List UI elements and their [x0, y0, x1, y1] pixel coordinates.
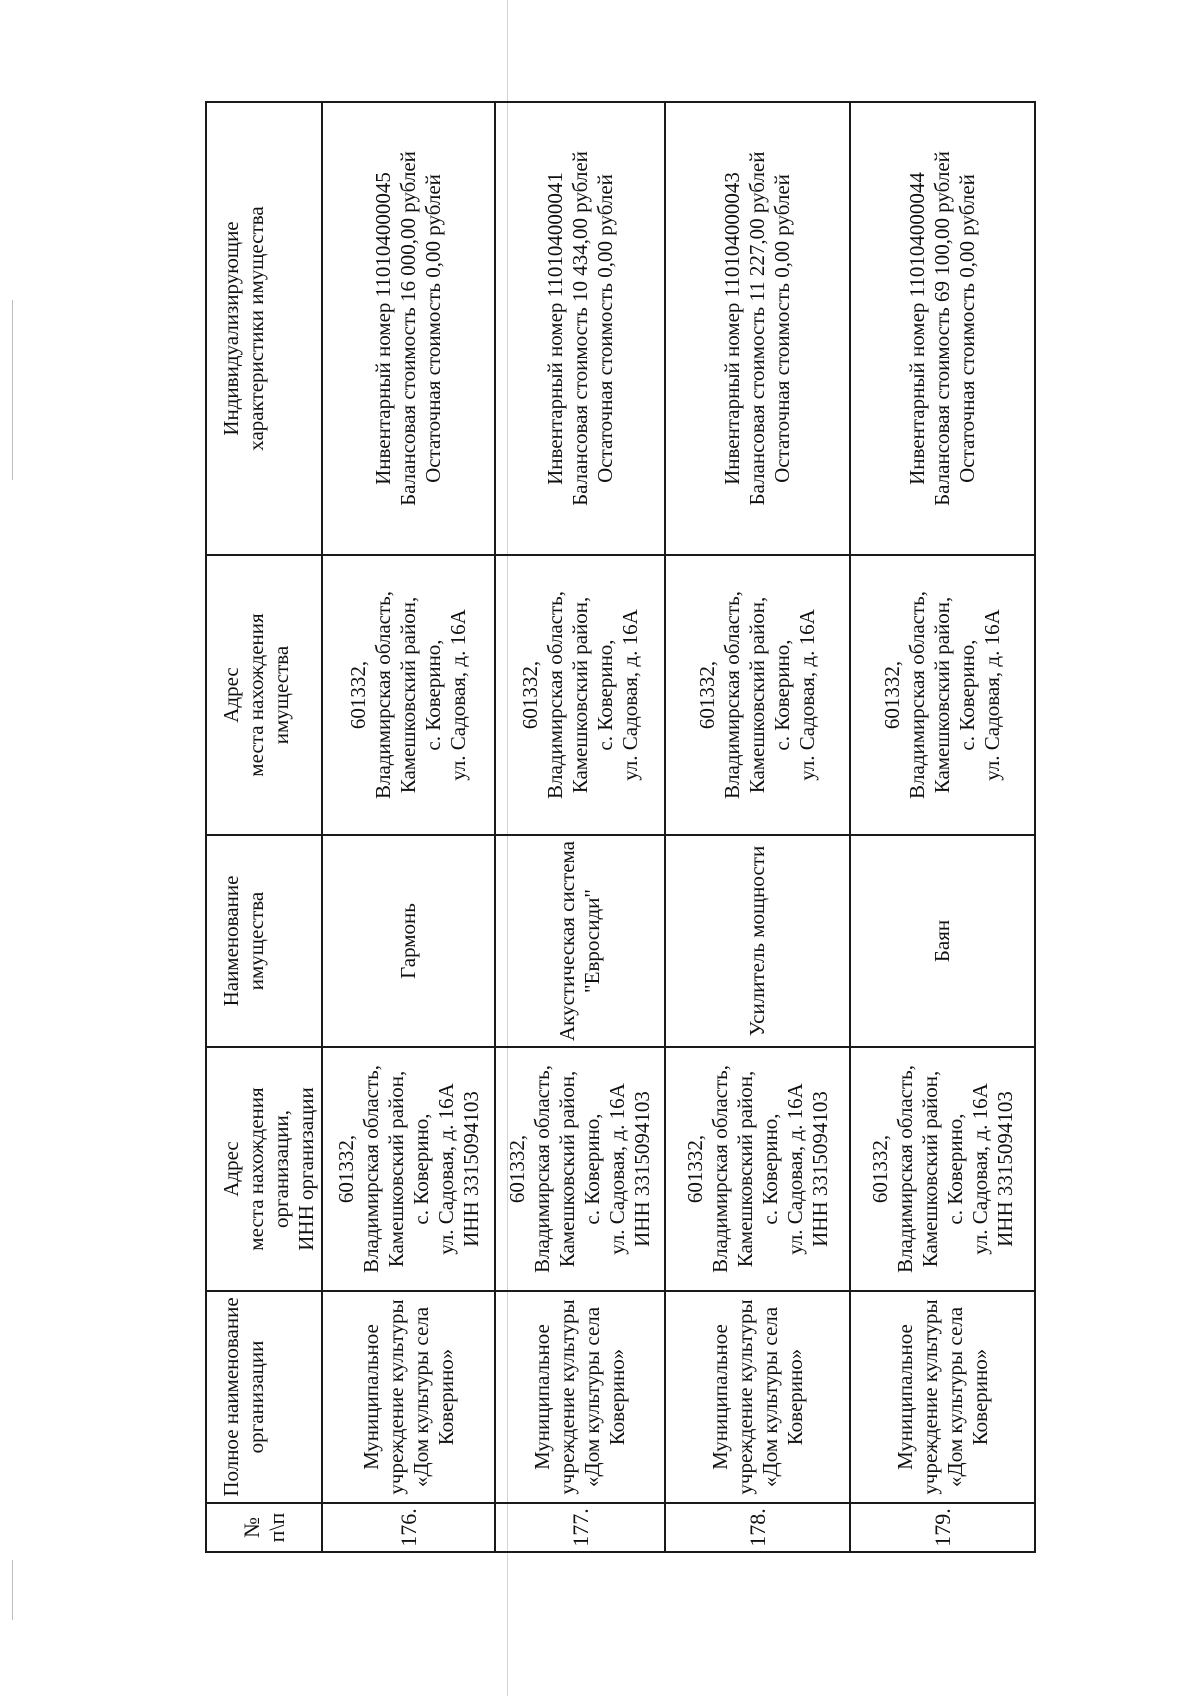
row-number: 176.: [322, 1503, 495, 1552]
header-org-address: Адрес места нахождения организации, ИНН организации: [206, 1047, 322, 1291]
header-number: № п\п: [206, 1503, 322, 1552]
property-address-cell: 601332, Владимирская область, Камешковский район, с. Коверино, ул. Садовая, д. 16А: [850, 555, 1035, 835]
table-row: [850, 102, 1035, 1552]
table-row: [495, 102, 665, 1552]
org-address-cell: 601332, Владимирская область, Камешковский район, с. Коверино, ул. Садовая, д. 16А ИНН 3315094103: [850, 1047, 1035, 1291]
header-property-address: Адрес места нахождения имущества: [206, 555, 322, 835]
property-address-cell: 601332, Владимирская область, Камешковский район, с. Коверино, ул. Садовая, д. 16А: [322, 555, 495, 835]
org-address-cell: 601332, Владимирская область, Камешковский район, с. Коверино, ул. Садовая, д. 16А ИНН 3315094103: [322, 1047, 495, 1291]
characteristics-cell: Инвентарный номер 110104000044 Балансовая стоимость 69 100,00 рублей Остаточная стоимость 0,00 рублей: [850, 102, 1035, 555]
row-number: 177.: [495, 1503, 665, 1552]
table-row: [322, 102, 495, 1552]
characteristics-cell: Инвентарный номер 110104000043 Балансовая стоимость 11 227,00 рублей Остаточная стоимость 0,00 рублей: [665, 102, 850, 555]
property-name-cell: Баян: [850, 835, 1035, 1047]
property-address-cell: 601332, Владимирская область, Камешковский район, с. Коверино, ул. Садовая, д. 16А: [495, 555, 665, 835]
property-address-cell: 601332, Владимирская область, Камешковский район, с. Коверино, ул. Садовая, д. 16А: [665, 555, 850, 835]
org-name-cell: Муниципальное учреждение культуры «Дом культуры села Коверино»: [495, 1291, 665, 1503]
property-name-cell: Акустическая система "Евросиди": [495, 835, 665, 1047]
characteristics-cell: Инвентарный номер 110104000041 Балансовая стоимость 10 434,00 рублей Остаточная стоимость 0,00 рублей: [495, 102, 665, 555]
row-number: 179.: [850, 1503, 1035, 1552]
header-characteristics: Индивидуализирующие характеристики имущества: [206, 102, 322, 555]
org-name-cell: Муниципальное учреждение культуры «Дом культуры села Коверино»: [850, 1291, 1035, 1503]
property-name-cell: Гармонь: [322, 835, 495, 1047]
property-name-cell: Усилитель мощности: [665, 835, 850, 1047]
org-address-cell: 601332, Владимирская область, Камешковский район, с. Коверино, ул. Садовая, д. 16А ИНН 3315094103: [665, 1047, 850, 1291]
org-name-cell: Муниципальное учреждение культуры «Дом культуры села Коверино»: [322, 1291, 495, 1503]
header-property-name: Наименование имущества: [206, 835, 322, 1047]
property-register-table: [205, 101, 1036, 1553]
org-address-cell: 601332, Владимирская область, Камешковский район, с. Коверино, ул. Садовая, д. 16А ИНН 3315094103: [495, 1047, 665, 1291]
rotated-table-container: [205, 103, 1030, 1553]
characteristics-cell: Инвентарный номер 110104000045 Балансовая стоимость 16 000,00 рублей Остаточная стоимость 0,00 рублей: [322, 102, 495, 555]
scan-edge-mark: [12, 1560, 13, 1620]
table-row: [665, 102, 850, 1552]
table-header-row: [206, 102, 322, 1552]
row-number: 178.: [665, 1503, 850, 1552]
org-name-cell: Муниципальное учреждение культуры «Дом культуры села Коверино»: [665, 1291, 850, 1503]
scan-edge-mark: [12, 300, 13, 480]
header-org-name: Полное наименование организации: [206, 1291, 322, 1503]
